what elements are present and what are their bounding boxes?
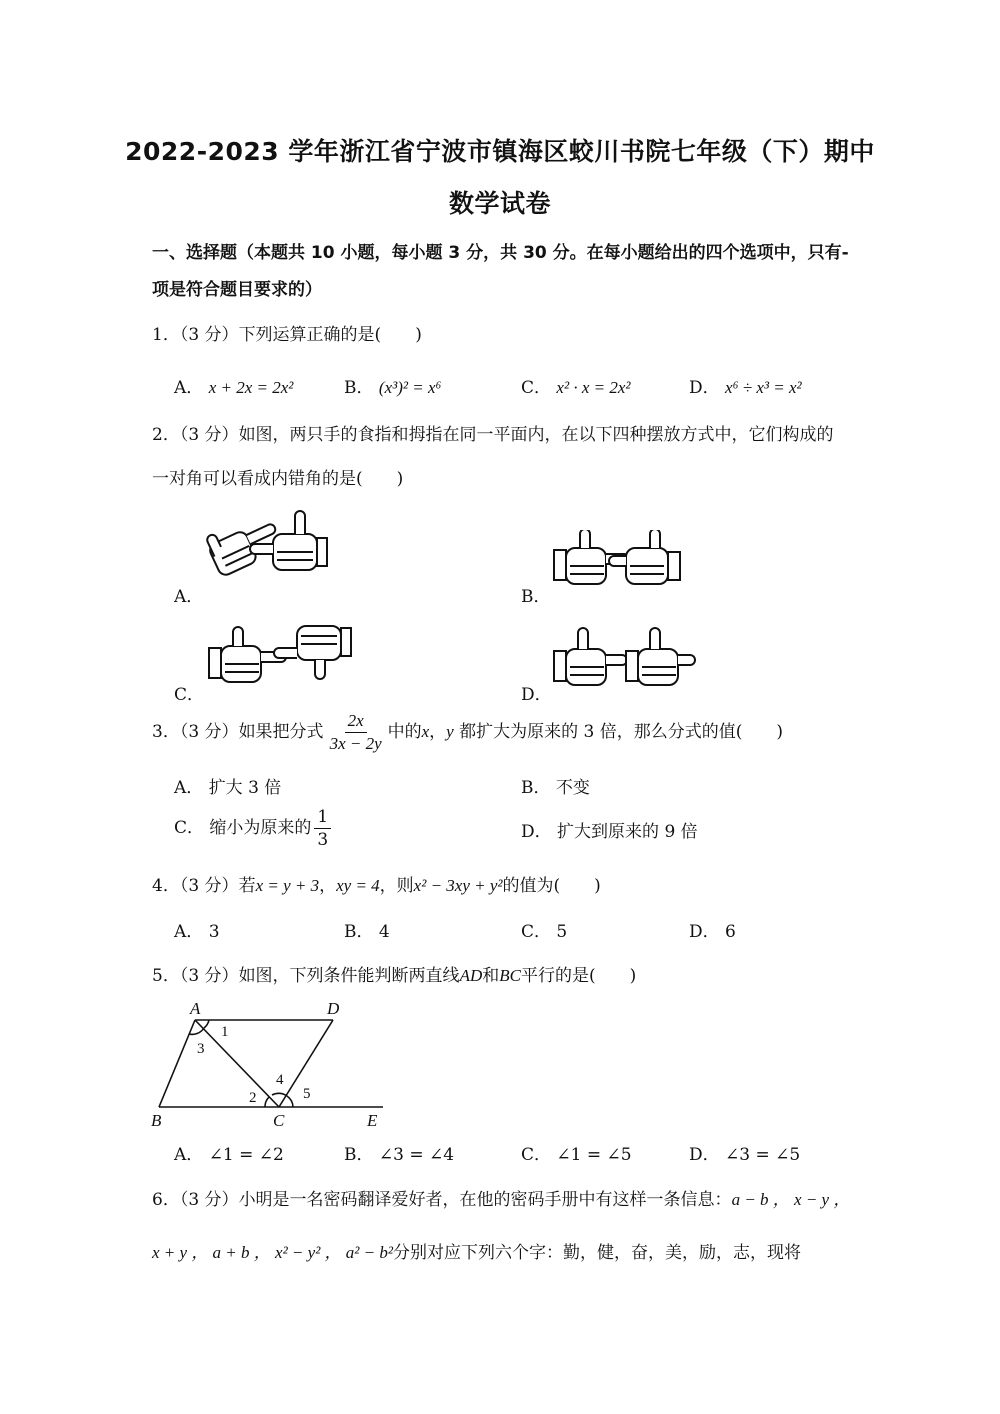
point-c: C	[273, 1111, 285, 1130]
line-ac	[195, 1020, 279, 1107]
question-2-cont: 一对角可以看成内错角的是( )	[152, 469, 404, 489]
option-c[interactable]: C． ∠1 = ∠5	[521, 1145, 632, 1165]
option-a[interactable]: A． 扩大 3 倍	[174, 778, 282, 798]
question-score: （3 分）	[179, 325, 239, 345]
option-c[interactable]: C．	[174, 685, 205, 705]
angle-1: 1	[221, 1024, 229, 1040]
line-ab	[159, 1020, 195, 1107]
option-d[interactable]: D．	[521, 685, 552, 705]
angle-5: 5	[303, 1086, 311, 1102]
geometry-figure	[145, 998, 395, 1133]
option-d[interactable]: D． 6	[689, 922, 736, 942]
hands-figure-a	[205, 508, 335, 598]
option-a[interactable]: A．	[174, 587, 204, 607]
section-heading-cont: 项是符合题目要求的）	[152, 280, 322, 300]
question-text: 下列运算正确的是( )	[238, 325, 422, 345]
option-b[interactable]: B． 不变	[521, 778, 590, 798]
point-b: B	[151, 1111, 162, 1130]
fraction: $\frac{2x}{3x - 2y}$	[329, 711, 382, 753]
point-e: E	[367, 1111, 378, 1130]
question-number: 1．	[152, 325, 180, 345]
option-a[interactable]: A． 3	[174, 922, 220, 942]
question-5: 5．（3 分）如图，下列条件能判断两直线AD和BC平行的是( )	[152, 966, 637, 986]
question-3: 3．（3 分）如果把分式 $\frac{2x}{3x - 2y}$ 中的x，y 都扩大为原来的 3 倍，那么分式的值( )	[152, 711, 784, 753]
question-4: 4．（3 分）若x = y + 3，xy = 4，则x² − 3xy + y²的值为( )	[152, 876, 601, 896]
page-title: 2022-2023 学年浙江省宁波市镇海区蛟川书院七年级（下）期中	[125, 137, 875, 166]
question-1	[152, 320, 422, 345]
option-d[interactable]: D． 扩大到原来的 9 倍	[521, 822, 698, 842]
question-2: 2．（3 分）如图，两只手的食指和拇指在同一平面内，在以下四种摆放方式中，它们构成的	[152, 425, 834, 445]
page-subtitle: 数学试卷	[448, 189, 552, 218]
option-expr: x + 2x = 2x²	[208, 378, 294, 397]
option-d[interactable]: D． ∠3 = ∠5	[689, 1145, 801, 1165]
angle-2: 2	[249, 1090, 257, 1106]
option-a[interactable]: A． x + 2x = 2x²	[174, 378, 294, 398]
option-c[interactable]: C． 5	[521, 922, 568, 942]
option-expr: (x³)² = x⁶	[378, 378, 442, 397]
option-expr: x² · x = 2x²	[556, 378, 631, 397]
hands-figure-d	[550, 625, 700, 695]
section-heading: 一、选择题（本题共 10 小题，每小题 3 分，共 30 分。在每小题给出的四个选项中，只有-	[152, 243, 849, 263]
option-b[interactable]: B． (x³)² = x⁶	[344, 378, 442, 398]
angle-4: 4	[276, 1072, 284, 1088]
hands-figure-c	[205, 618, 355, 693]
option-d[interactable]: D． x⁶ ÷ x³ = x²	[689, 378, 802, 398]
option-c[interactable]: C． x² · x = 2x²	[521, 378, 631, 398]
option-expr: x⁶ ÷ x³ = x²	[725, 378, 802, 397]
hands-figure-b	[550, 530, 695, 595]
question-6: 6．（3 分）小明是一名密码翻译爱好者，在他的密码手册中有这样一条信息：a − b ， x − y ，	[152, 1190, 851, 1210]
angle-3: 3	[197, 1041, 205, 1057]
fraction: $\frac{1}{3}$	[314, 806, 331, 851]
option-b[interactable]: B．	[521, 587, 551, 607]
option-a[interactable]: A． ∠1 = ∠2	[174, 1145, 284, 1165]
question-6-cont: x + y ， a + b ， x² − y² ， a² − b²分别对应下列六个字：勤，健，奋，美，励，志，现将	[152, 1243, 801, 1263]
option-b[interactable]: B． 4	[344, 922, 390, 942]
option-b[interactable]: B． ∠3 = ∠4	[344, 1145, 455, 1165]
point-d: D	[327, 999, 340, 1018]
option-c[interactable]: C． 缩小为原来的 $\frac{1}{3}$	[174, 806, 334, 851]
point-a: A	[190, 999, 201, 1018]
